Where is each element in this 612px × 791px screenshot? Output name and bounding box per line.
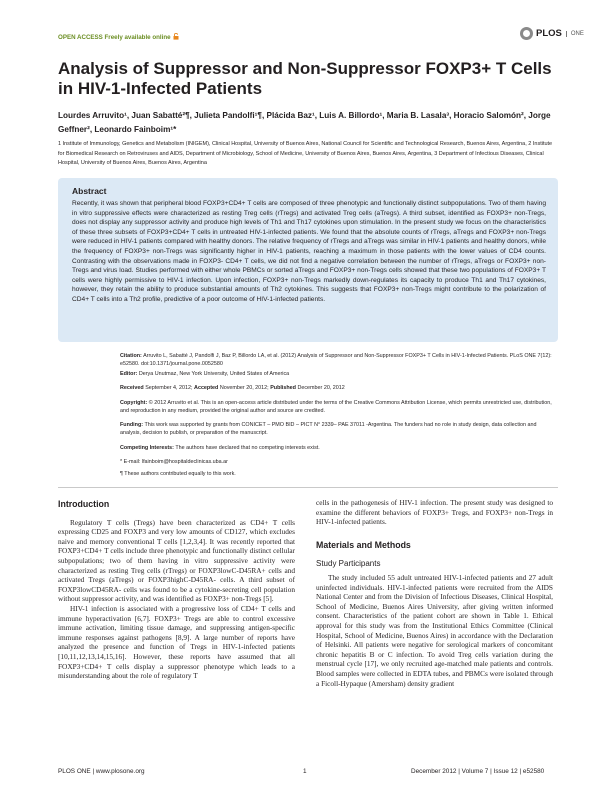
footer-journal: PLOS ONE | www.plosone.org <box>58 768 145 775</box>
left-column <box>58 500 295 681</box>
right-column <box>316 498 553 688</box>
intro-continuation: cells in the pathogenesis of HIV-1 infection. The present study was designed to examine the different behaviors of FOXP3+ Tregs, and FOXP3+ non-Tregs in HIV-1-infected patients. <box>316 498 553 527</box>
plos-logo-icon <box>520 27 533 40</box>
abstract-heading: Abstract <box>72 186 107 196</box>
copyright: Copyright: © 2012 Arruvito et al. This is an open-access article distributed under the terms of the Creative Commons Attribution License, which permits unrestricted use, distribution, and reproduction in any medium, provided the original author and source are credited. <box>120 400 552 415</box>
open-access-lock-icon <box>173 33 179 40</box>
funding: Funding: This work was supported by grants from CONICET – PMO BID – PICT N° 2339– PAE 37011 -Argentina. The funders had no role in study design, data collection and analysis, decision to publish, or preparation of the manuscript. <box>120 422 537 437</box>
open-access-label: OPEN ACCESS Freely available online <box>58 33 179 41</box>
plos-one-logo <box>520 27 584 40</box>
citation: Citation: Arruvito L, Sabatté J, Pandolfi J, Baz P, Billordo LA, et al. (2012) Analysis of Suppressor and Non-Suppressor FOXP3+ T Cells in HIV-1-Infected Patients. PLoS ONE 7(12): e52580. doi:10.1371/journal.pone.0052580 <box>120 353 552 368</box>
divider <box>58 487 558 488</box>
editor: Editor: Derya Unutmaz, New York University, United States of America <box>120 371 290 377</box>
page-number: 1 <box>303 768 307 775</box>
intro-paragraph: HIV-1 infection is associated with a progressive loss of CD4+ T cells and immune hyperactivation [6,7]. FOXP3+ Tregs are able to control excessive immune activation, limiting tissue damage, and suppressing antigen-specific immune responses against pathogens [8,9]. A large number of reports have analyzed the presence and function of Tregs in HIV-1-infected patients [10,11,12,13,14,15,16]. However, these reports have assumed that all FOXP3+CD4+ T cells display a suppressor phenotype which leads to a misunderstanding about the role of regulatory T <box>58 603 295 681</box>
methods-heading: Materials and Methods <box>316 539 411 550</box>
intro-paragraph: Regulatory T cells (Tregs) have been characterized as CD4+ T cells expressing CD25 and FOXP3 and very low amounts of CD127, which excludes naive and memory conventional T cells [1,2,3,4]. It was recently reported that FOXP3+CD4+ T cells include three phenotypic and functionally distinct cellular subpopulations; two of them having in vitro suppressive activity were characterized as resting Treg cells (rTregs) or FOXP3lowC-D45RA+ cells and activated Tregs (aTregs) or FOXP3highC-D45RA- cells. A third subset of FOXP3lowCD45RA- cells was found to be a cytokine-secreting cell population without suppressor activity, and was identified as FOXP3+ non-Tregs [5]. <box>58 517 295 604</box>
author-list: Lourdes Arruvito¹, Juan Sabatté²¶, Julieta Pandolfi¹¶, Plácida Baz¹, Luis A. Billordo¹, Maria B. Lasala³, Horacio Salomón², Jorge Geffner², Leonardo Fainboim¹* <box>58 111 551 134</box>
affiliations: 1 Institute of Immunology, Genetics and Metabolism (INIGEM), Clinical Hospital, University of Buenos Aires, National Council for Scientific and Technological Research, Buenos Aires, Argentina, 2 Institute for Biomedical Research on Retroviruses and AIDS, Department of Microbiology, School of Medicine, University of Buenos Aires, Buenos Aires, Argentina, 3 Department of Infectious Diseases, Clinical Hospital, University of Buenos Aires, Buenos Aires, Argentina <box>58 141 553 166</box>
logo-text: PLOS <box>536 28 562 39</box>
footer-issue: December 2012 | Volume 7 | Issue 12 | e52580 <box>411 768 545 775</box>
competing-interests: Competing Interests: The authors have declared that no competing interests exist. <box>120 445 320 451</box>
study-participants-heading: Study Participants <box>316 559 381 569</box>
article-title: Analysis of Suppressor and Non-Suppressor FOXP3+ T Cells in HIV-1-Infected Patients <box>58 59 552 98</box>
corresponding-email: * E-mail: lfainboim@hospitaldeclinicas.uba.ar <box>120 459 228 465</box>
study-participants-text: The study included 55 adult untreated HIV-1-infected patients and 27 adult uninfected individuals. HIV-1-infected patients were recruited from the AIDS National Center and from the Division of Infectious Diseases, Clinical Hospital, School of Medicine, Buenos Aires University, after giving written informed consent. Characteristics of the patient cohort are shown in Table 1. Ethical approval for this study was from the Institutional Ethics Committee (Clinical Hospital, School of Medicine, Buenos Aires) in accordance with the Declaration of Helsinki. All patients were negative for serological markers of concomitant chronic hepatitis B or C infection. To avoid Treg cells variation during the menstrual cycle [17], we only recruited age-matched male patients and controls. Blood samples were collected in EDTA tubes, and PBMCs were isolated through a Ficoll-Hypaque (Amersham) density gradient <box>316 572 553 688</box>
logo-journal: ONE <box>566 31 584 37</box>
equal-contribution-note: ¶ These authors contributed equally to this work. <box>120 471 236 477</box>
abstract-text: Recently, it was shown that peripheral blood FOXP3+CD4+ T cells are composed of three phenotypic and functionally distinct subpopulations. Two of them having in vitro suppressive effects were characterized as resting Treg cells (rTregs) and activated Treg cells (aTregs). A third subset, identified as FOXP3+ non-Tregs, does not display any suppressor activity and produce high levels of Th1 and Th17 cytokines upon stimulation. In the present study we focus on the characteristics of these three subsets of FOXP3+CD4+ T cells in untreated HIV-1-infected patients. We found that the absolute counts of rTregs, aTregs and FOXP3+ non-Tregs were reduced in HIV-1 patients compared with healthy donors. The relative frequency of rTregs and aTregs was similar in HIV-1 patients and healthy donors, while the frequency of FOXP3+ non-Tregs was significantly higher in HIV-1 patients, reaching a maximum in those patients with the lower values of CD4 counts. Contrasting with the observations made in FOXP3- CD4+ T cells, we did not find a negative correlation between the number of rTregs, aTregs or FOXP3+ non-Tregs and virus load. Studies performed with either whole PBMCs or sorted aTregs and FOXP3+ non-Tregs cells showed that these two populations of FOXP3+ T cells were highly permissive to HIV-1 infection. Upon infection, FOXP3+ non-Tregs markedly down-regulates its capacity to produce Th1 and Th17 cytokines, however, they retain the ability to produce substantial amounts of Th2 cytokines. This suggests that FOXP3+ non-Tregs might contribute to the polarization of CD4+ T cells into a Th2 profile, predictive of a poor outcome of HIV-1-infected patients. <box>72 200 546 303</box>
introduction-heading: Introduction <box>58 499 110 509</box>
dates: Received September 4, 2012; Accepted November 20, 2012; Published December 20, 2012 <box>120 385 345 391</box>
